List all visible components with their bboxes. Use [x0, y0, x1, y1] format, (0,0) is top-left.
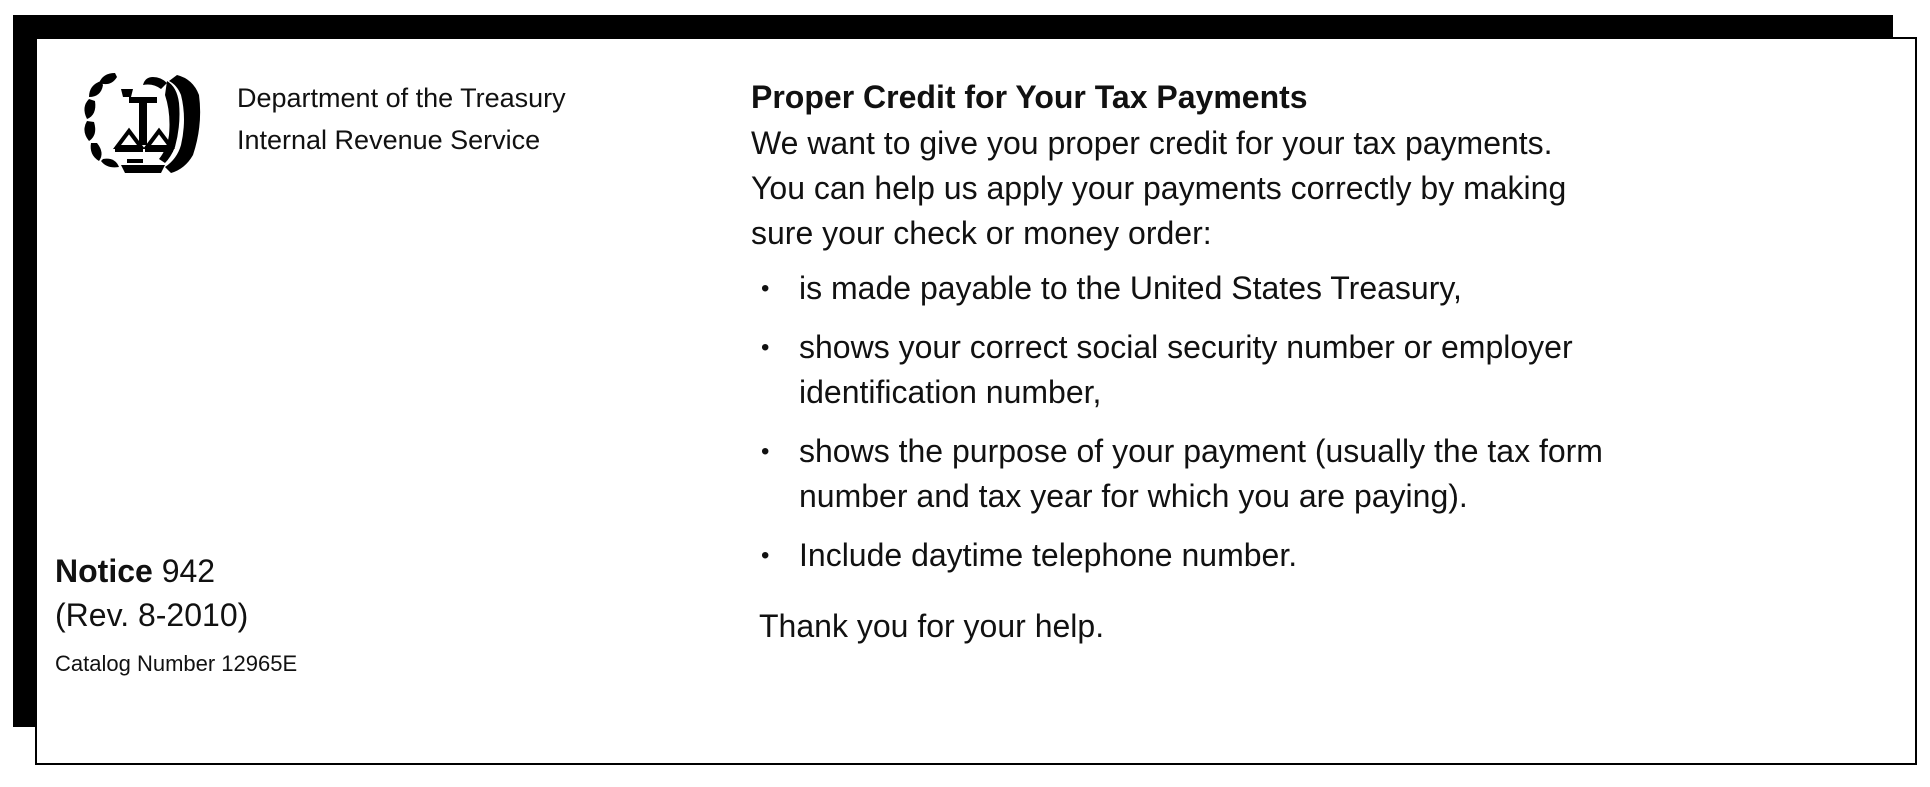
- irs-eagle-seal-icon: [81, 69, 209, 177]
- notice-number-value: 942: [161, 553, 216, 589]
- notice-content: [751, 75, 1751, 649]
- notice-label: Notice: [55, 553, 153, 589]
- list-item-text: shows the purpose of your payment (usually the tax form: [799, 433, 1603, 469]
- list-item-text: identification number,: [799, 374, 1102, 410]
- agency-department: Department of the Treasury: [237, 83, 566, 113]
- list-item: [751, 533, 1751, 578]
- intro-line: You can help us apply your payments correctly by making: [751, 170, 1567, 206]
- list-item-text: number and tax year for which you are paying).: [799, 478, 1468, 514]
- notice-card: [35, 37, 1917, 765]
- catalog-number: Catalog Number 12965E: [55, 651, 298, 676]
- closing-text: Thank you for your help.: [759, 608, 1105, 644]
- bullet-icon: •: [761, 438, 770, 465]
- list-item: [751, 429, 1751, 519]
- bullet-icon: •: [761, 542, 770, 569]
- intro-line: We want to give you proper credit for your tax payments.: [751, 125, 1553, 161]
- requirements-list: [751, 266, 1751, 578]
- list-item-text: shows your correct social security number or employer: [799, 329, 1573, 365]
- intro-paragraph: [751, 121, 1681, 256]
- notice-number: [55, 549, 297, 593]
- list-item: [751, 266, 1751, 311]
- intro-line: sure your check or money order:: [751, 215, 1212, 251]
- agency-name: [237, 77, 566, 161]
- notice-title: Proper Credit for Your Tax Payments: [751, 79, 1308, 115]
- list-item: [751, 325, 1751, 415]
- notice-revision: (Rev. 8-2010): [55, 597, 249, 633]
- list-item-text: is made payable to the United States Treasury,: [799, 270, 1462, 306]
- agency-service: Internal Revenue Service: [237, 125, 541, 155]
- bullet-icon: •: [761, 334, 770, 361]
- list-item-text: Include daytime telephone number.: [799, 537, 1298, 573]
- notice-info: [55, 549, 297, 679]
- bullet-icon: •: [761, 275, 770, 302]
